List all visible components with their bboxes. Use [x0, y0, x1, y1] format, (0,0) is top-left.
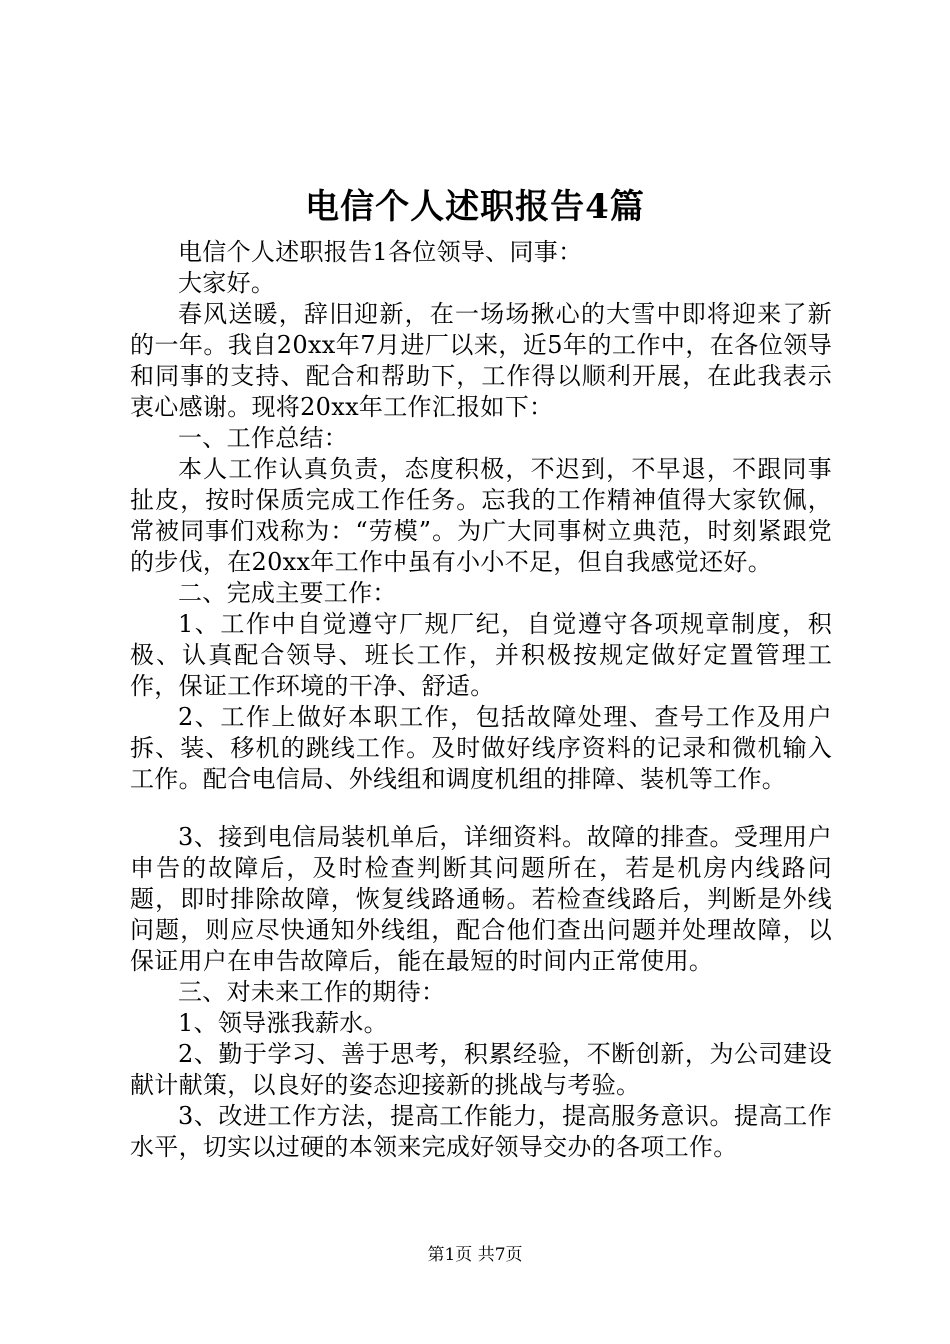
document-title: 电信个人述职报告4篇	[305, 187, 645, 227]
paragraph-greeting: 电信个人述职报告1各位领导、同事：	[178, 238, 583, 266]
paragraph-work-item-3: 3、接到电信局装机单后，详细资料。故障的排查。受理用户申告的故障后，及时检查判断其问题所在，若是机房内线路问题，即时排除故障，恢复线路通畅。若检查线路后，判断是外线问题，则应尽快通知外线组，配合他们查出问题并处理故障，以保证用户在申告故障后，能在最短的时间内正常使用。	[130, 823, 832, 975]
section-heading-main-work: 二、完成主要工作：	[178, 579, 397, 607]
paragraph-work-item-1: 1、工作中自觉遵守厂规厂纪，自觉遵守各项规章制度，积极、认真配合领导、班长工作，并积极按规定做好定置管理工作，保证工作环境的干净、舒适。	[130, 610, 832, 700]
paragraph-expectation-1: 1、领导涨我薪水。	[178, 1009, 388, 1037]
document-body	[130, 237, 832, 1163]
paragraph-expectation-2: 2、勤于学习、善于思考，积累经验，不断创新，为公司建设献计献策，以良好的姿态迎接新的挑战与考验。	[130, 1040, 832, 1099]
section-heading-summary: 一、工作总结：	[178, 424, 349, 452]
paragraph-gap	[130, 795, 832, 822]
paragraph-work-item-2: 2、工作上做好本职工作，包括故障处理、查号工作及用户拆、装、移机的跳线工作。及时做好线序资料的记录和微机输入工作。配合电信局、外线组和调度机组的排障、装机等工作。	[130, 703, 832, 793]
paragraph-hello: 大家好。	[178, 269, 276, 297]
paragraph-expectation-3: 3、改进工作方法，提高工作能力，提高服务意识。提高工作水平，切实以过硬的本领来完成好领导交办的各项工作。	[130, 1102, 832, 1161]
page-footer: 第1页 共7页	[427, 1245, 523, 1265]
paragraph-intro: 春风送暖，辞旧迎新，在一场场揪心的大雪中即将迎来了新的一年。我自20xx年7月进厂以来，近5年的工作中，在各位领导和同事的支持、配合和帮助下，工作得以顺利开展，在此我表示衷心感谢。现将20xx年工作汇报如下：	[130, 300, 832, 421]
section-heading-expectations: 三、对未来工作的期待：	[178, 978, 446, 1006]
paragraph-summary: 本人工作认真负责，态度积极，不迟到，不早退，不跟同事扯皮，按时保质完成工作任务。忘我的工作精神值得大家钦佩，常被同事们戏称为：“劳模”。为广大同事树立典范，时刻紧跟党的步伐，在20xx年工作中虽有小小不足，但自我感觉还好。	[130, 455, 832, 576]
